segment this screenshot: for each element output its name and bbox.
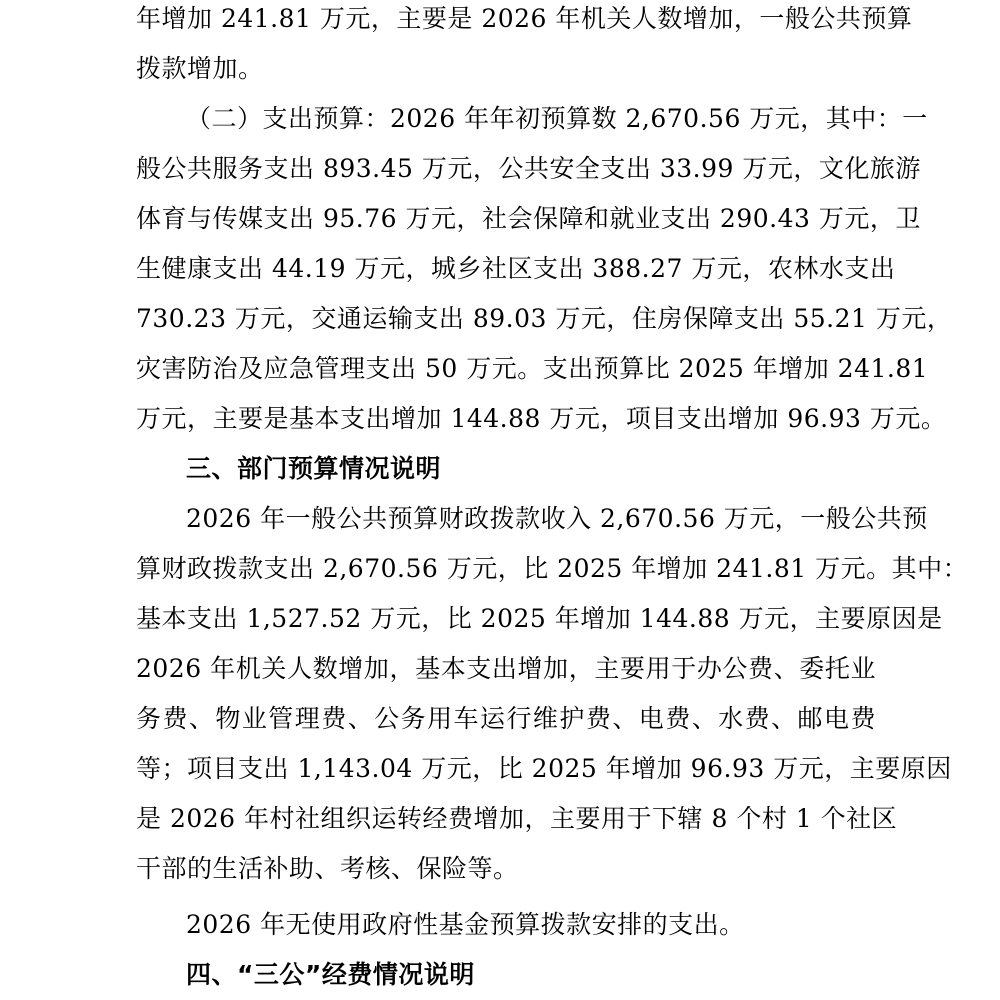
text-line: 灾害防治及应急管理支出 50 万元。支出预算比 2025 年增加 241.81 (136, 354, 929, 383)
text-line: 2026 年机关人数增加，基本支出增加，主要用于办公费、委托业 (136, 654, 876, 683)
subsection-paragraph-start: （二）支出预算：2026 年年初预算数 2,670.56 万元，其中：一 (186, 104, 928, 133)
section-heading: 三、部门预算情况说明 (186, 454, 442, 483)
text-line: 年增加 241.81 万元，主要是 2026 年机关人数增加，一般公共预算 (136, 4, 913, 33)
text-line: 干部的生活补助、考核、保险等。 (136, 854, 519, 883)
text-line: 万元，主要是基本支出增加 144.88 万元，项目支出增加 96.93 万元。 (136, 404, 947, 433)
text-line: 基本支出 1,527.52 万元，比 2025 年增加 144.88 万元，主要原因是 (136, 604, 943, 633)
text-line: 拨款增加。 (136, 54, 264, 83)
text-line: 730.23 万元，交通运输支出 89.03 万元，住房保障支出 55.21 万元， (136, 304, 953, 333)
text-line: 等；项目支出 1,143.04 万元，比 2025 年增加 96.93 万元，主要原因 (136, 754, 952, 783)
text-line: 是 2026 年村社组织运转经费增加，主要用于下辖 8 个村 1 个社区 (136, 804, 898, 833)
text-line: 生健康支出 44.19 万元，城乡社区支出 388.27 万元，农林水支出 (136, 254, 896, 283)
section-heading: 四、“三公”经费情况说明 (186, 960, 475, 989)
text-line: 般公共服务支出 893.45 万元，公共安全支出 33.99 万元，文化旅游 (136, 154, 921, 183)
text-line: 务费、物业管理费、公务用车运行维护费、电费、水费、邮电费 (136, 704, 876, 733)
paragraph-start: 2026 年无使用政府性基金预算拨款安排的支出。 (186, 910, 745, 939)
text-line: 算财政拨款支出 2,670.56 万元，比 2025 年增加 241.81 万元。其中： (136, 554, 969, 583)
paragraph-start: 2026 年一般公共预算财政拨款收入 2,670.56 万元，一般公共预 (186, 504, 928, 533)
text-line: 体育与传媒支出 95.76 万元，社会保障和就业支出 290.43 万元，卫 (136, 204, 921, 233)
